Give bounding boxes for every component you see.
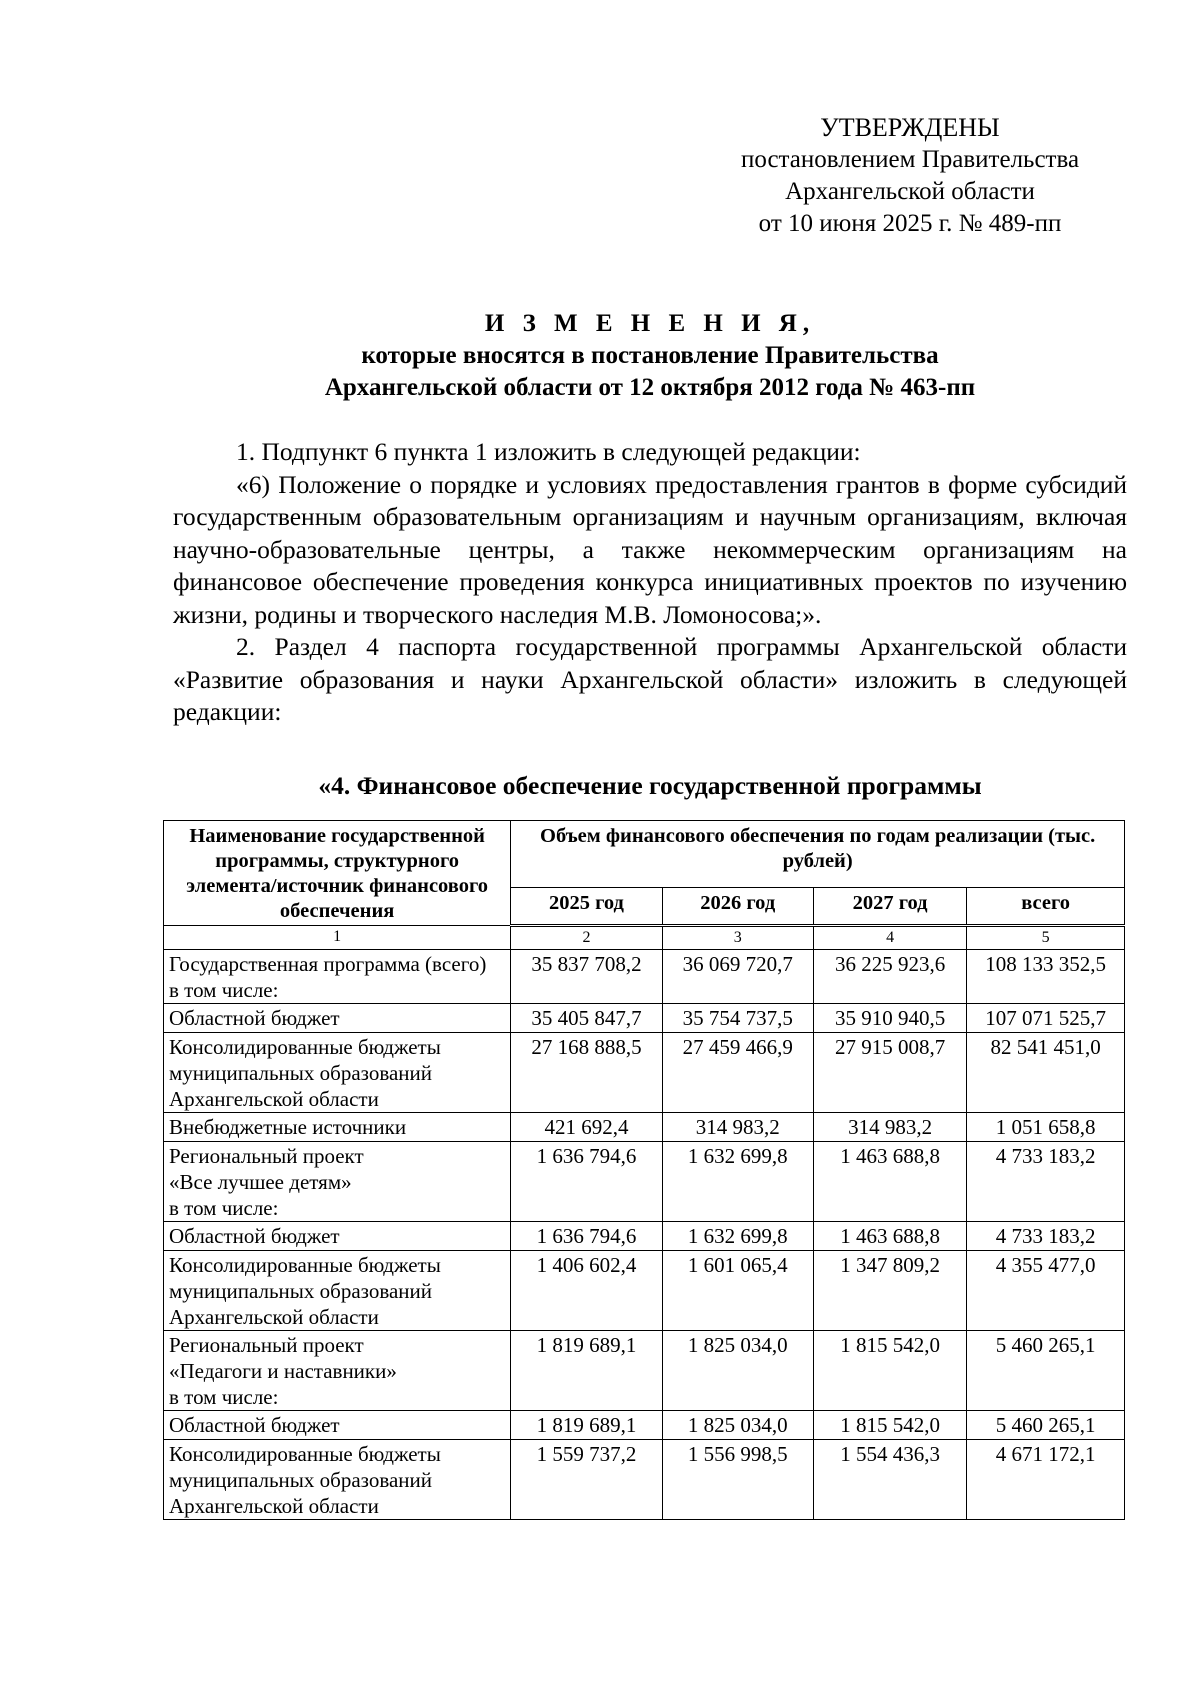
row-value: 35 910 940,5: [813, 1004, 966, 1033]
row-value: 1 601 065,4: [662, 1251, 813, 1331]
title-line-3: Архангельской области от 12 октября 2012 года № 463-пп: [324, 374, 976, 401]
document-body: [173, 436, 1127, 729]
table-header-row: [164, 821, 1125, 888]
table-row: [164, 1331, 1125, 1411]
row-value: 1 819 689,1: [511, 1331, 662, 1411]
row-value: 1 636 794,6: [511, 1222, 662, 1251]
row-label: Консолидированные бюджеты муниципальных образований Архангельской области: [164, 1251, 511, 1331]
row-value: 5 460 265,1: [967, 1331, 1125, 1411]
row-value: 4 733 183,2: [967, 1142, 1125, 1222]
row-label: Консолидированные бюджеты муниципальных образований Архангельской области: [164, 1033, 511, 1113]
row-value: 4 671 172,1: [967, 1440, 1125, 1520]
row-value: 4 733 183,2: [967, 1222, 1125, 1251]
row-value: 421 692,4: [511, 1113, 662, 1142]
row-value: 107 071 525,7: [967, 1004, 1125, 1033]
document-title: [170, 308, 1130, 404]
section-title: «4. Финансовое обеспечение государственной программы: [318, 771, 982, 800]
paragraph-2: «6) Положение о порядке и условиях предоставления грантов в форме субсидий государственным образовательным организациям и научным организациям, включая научно-образовательные центры, а также некоммерческим организациям на финансовое обеспечение проведения конкурса инициативных проектов по изучению жизни, родины и творческого наследия М.В. Ломоносова;».: [173, 469, 1127, 629]
header-year-2027: 2027 год: [813, 888, 966, 926]
column-number: 2: [511, 926, 662, 950]
row-value: 1 825 034,0: [662, 1331, 813, 1411]
row-value: 108 133 352,5: [967, 950, 1125, 1004]
row-value: 35 754 737,5: [662, 1004, 813, 1033]
row-value: 1 559 737,2: [511, 1440, 662, 1520]
financing-table: [163, 820, 1125, 1520]
row-value: 1 815 542,0: [813, 1411, 966, 1440]
header-year-2026: 2026 год: [662, 888, 813, 926]
row-value: 1 819 689,1: [511, 1411, 662, 1440]
approval-heading: УТВЕРЖДЕНЫ: [820, 113, 1000, 142]
row-value: 1 051 658,8: [967, 1113, 1125, 1142]
row-value: 1 463 688,8: [813, 1142, 966, 1222]
row-value: 1 825 034,0: [662, 1411, 813, 1440]
row-value: 35 405 847,7: [511, 1004, 662, 1033]
table-row: [164, 1033, 1125, 1113]
header-total: всего: [967, 888, 1125, 926]
row-label: Государственная программа (всего) в том числе:: [164, 950, 511, 1004]
row-label: Региональный проект «Все лучшее детям» в том числе:: [164, 1142, 511, 1222]
row-label: Областной бюджет: [164, 1004, 511, 1033]
row-value: 314 983,2: [813, 1113, 966, 1142]
table-row: [164, 1113, 1125, 1142]
row-value: 82 541 451,0: [967, 1033, 1125, 1113]
row-value: 1 347 809,2: [813, 1251, 966, 1331]
row-label: Консолидированные бюджеты муниципальных образований Архангельской области: [164, 1440, 511, 1520]
table-row: [164, 1411, 1125, 1440]
table-row: [164, 1251, 1125, 1331]
row-value: 1 463 688,8: [813, 1222, 966, 1251]
row-label: Областной бюджет: [164, 1222, 511, 1251]
column-number: 4: [813, 926, 966, 950]
row-value: 1 556 998,5: [662, 1440, 813, 1520]
row-value: 1 632 699,8: [662, 1142, 813, 1222]
column-numbers-row: [164, 926, 1125, 950]
row-value: 27 915 008,7: [813, 1033, 966, 1113]
approval-line-region: Архангельской области: [785, 178, 1035, 205]
table-row: [164, 1004, 1125, 1033]
table-row: [164, 1222, 1125, 1251]
row-value: 314 983,2: [662, 1113, 813, 1142]
row-value: 1 406 602,4: [511, 1251, 662, 1331]
row-value: 4 355 477,0: [967, 1251, 1125, 1331]
row-value: 36 225 923,6: [813, 950, 966, 1004]
title-line-2: которые вносятся в постановление Правительства: [361, 342, 939, 369]
column-number: 1: [164, 926, 511, 950]
header-volume-column: Объем финансового обеспечения по годам реализации (тыс. рублей): [511, 821, 1125, 888]
table-row: [164, 1440, 1125, 1520]
column-number: 3: [662, 926, 813, 950]
approval-stamp: [700, 112, 1120, 240]
table-row: [164, 950, 1125, 1004]
paragraph-1: 1. Подпункт 6 пункта 1 изложить в следующей редакции:: [236, 437, 861, 466]
row-value: 1 554 436,3: [813, 1440, 966, 1520]
approval-line-date: от 10 июня 2025 г. № 489-пп: [758, 210, 1062, 237]
row-value: 27 459 466,9: [662, 1033, 813, 1113]
row-label: Внебюджетные источники: [164, 1113, 511, 1142]
header-name-column: Наименование государственной программы, структурного элемента/источник финансового обеспечения: [164, 821, 511, 926]
paragraph-3: 2. Раздел 4 паспорта государственной программы Архангельской области «Развитие образования и науки Архангельской области» изложить в следующей редакции:: [173, 632, 1127, 726]
row-value: 36 069 720,7: [662, 950, 813, 1004]
approval-line-decree: постановлением Правительства: [740, 146, 1080, 173]
column-number: 5: [967, 926, 1125, 950]
row-value: 1 636 794,6: [511, 1142, 662, 1222]
row-value: 27 168 888,5: [511, 1033, 662, 1113]
row-value: 5 460 265,1: [967, 1411, 1125, 1440]
row-value: 1 815 542,0: [813, 1331, 966, 1411]
title-heading: И З М Е Н Е Н И Я,: [484, 310, 816, 337]
row-value: 1 632 699,8: [662, 1222, 813, 1251]
row-label: Региональный проект «Педагоги и наставники» в том числе:: [164, 1331, 511, 1411]
table-row: [164, 1142, 1125, 1222]
row-value: 35 837 708,2: [511, 950, 662, 1004]
header-year-2025: 2025 год: [511, 888, 662, 926]
row-label: Областной бюджет: [164, 1411, 511, 1440]
